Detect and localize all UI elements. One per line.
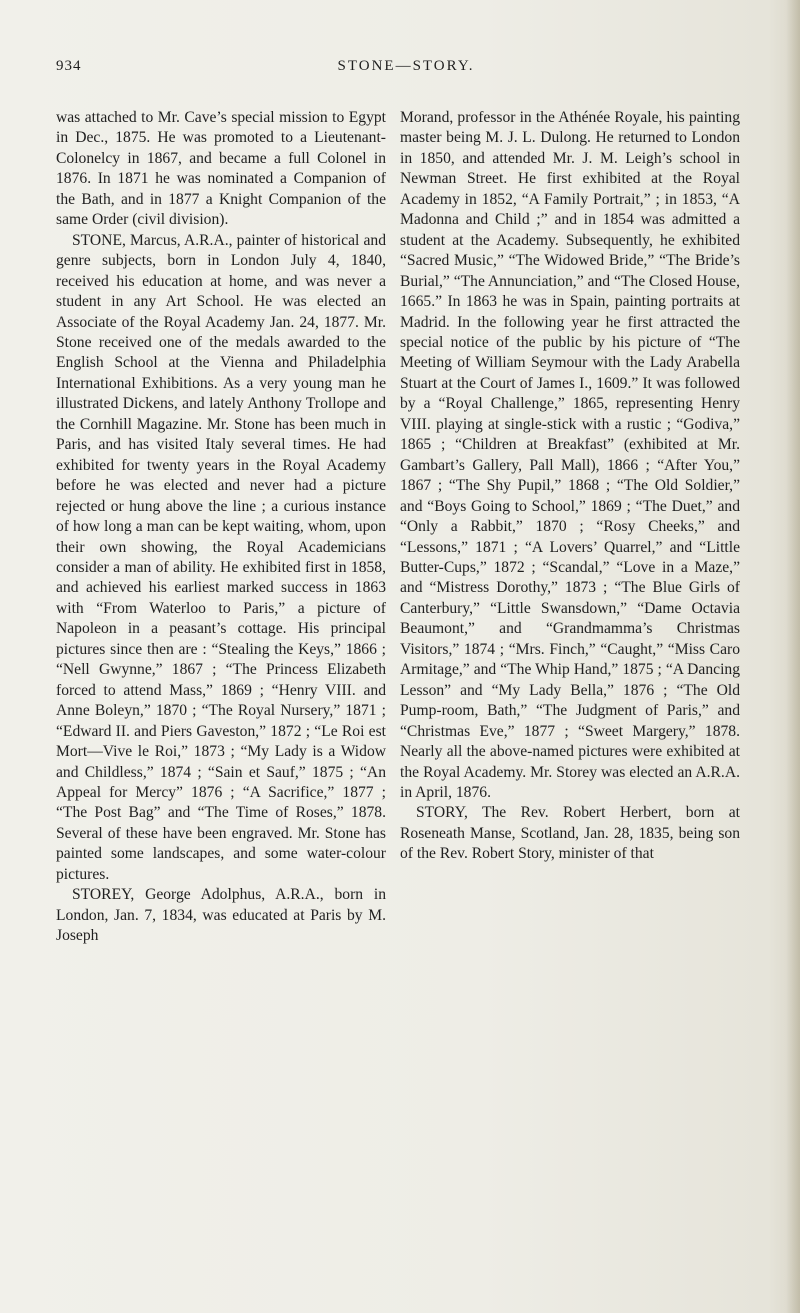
paragraph-text: Morand, professor in the Athénée Royale, his painting master being M. J. L. Dulong. He returned to London in 1850, and attended Mr. J. M. Leigh’s school in Newman Street. He first exhibited at the Royal Academy in 1852, “A Family Portrait,” ; in 1853, “A Madonna and Child ;” and in 1854 was admitted a student at the Academy. Subsequently, he exhibited “Sacred Music,” “The Widowed Bride,” “The Bride’s Burial,” “The Annunciation,” and “The Closed House, 1665.” In 1863 he was in Spain, painting portraits at Madrid. In the following year he first attracted the special notice of the public by his picture of “The Meeting of William Seymour with the Lady Arabella Stuart at the Court of James I., 1609.” It was followed by a “Royal Challenge,” 1865, representing Henry VIII. playing at single-stick with a rustic ; “Godiva,” 1865 ; “Children at Breakfast” (exhibited at Mr. Gambart’s Gallery, Pall Mall), 1866 ; “After You,” 1867 ; “The Shy Pupil,” 1868 ; “The Old Soldier,” and “Boys Going to School,” 1869 ; “The Duet,” and “Only a Rabbit,” 1870 ; “Rosy Cheeks,” and “Lessons,” 1871 ; “A Lovers’ Quarrel,” and “Little Butter-Cups,” 1872 ; “Scandal,” “Love in a Maze,” and “Mistress Dorothy,” 1873 ; “The Blue Girls of Canterbury,” “Little Swansdown,” “Dame Octavia Beaumont,” and “Grandmamma’s Christmas Visitors,” 1874 ; “Mrs. Finch,” “Caught,” “Miss Caro Armitage,” and “The Whip Hand,” 1875 ; “A Dancing Lesson” and “My Lady Bella,” 1876 ; “The Old Pump-room, Bath,” “The Judgment of Paris,” and “Christmas Eve,” 1877 ; “Sweet Margery,” 1878. Nearly all the above-named pictures were exhibited at the Royal Academy. Mr. Storey was elected an A.R.A. in April, 1876.: [400, 109, 740, 801]
entry-storey-george: [56, 885, 386, 946]
entry-story-robert: [400, 803, 740, 864]
right-column: [400, 108, 740, 1298]
entry-heading: STORY, The Rev. Robert Herbert,: [416, 804, 672, 822]
right-continuation-paragraph: [400, 108, 740, 803]
entry-text: born at Roseneath Manse, Scotland, Jan. 28, 1835, being son of the Rev. Robert Story, minister of that: [400, 804, 740, 863]
entry-heading: STONE, Marcus, A.R.A.,: [72, 231, 233, 249]
entry-stone-marcus: [56, 231, 386, 886]
left-continuation-paragraph: [56, 108, 386, 231]
entry-heading: STOREY, George Adolphus, A.R.A.,: [72, 886, 324, 904]
entry-text: painter of historical and genre subjects, born in London July 4, 1840, received his education at home, and was never a student in any Art School. He was elected an Associate of the Royal Academy Jan. 24, 1877. Mr. Stone received one of the medals awarded to the English School at the Vienna and Philadelphia International Exhibitions. As a very young man he illustrated Dickens, and lately Anthony Trollope and the Cornhill Magazine. Mr. Stone has been much in Paris, and has visited Italy several times. He had exhibited for twenty years in the Royal Academy before he was elected and never had a picture rejected or hung above the line ; a curious instance of how long a man can be kept waiting, whom, upon their own showing, the Royal Academicians consider a man of ability. He exhibited first in 1858, and achieved his earliest marked success in 1863 with “From Waterloo to Paris,” a picture of Napoleon in a peasant’s cottage. His principal pictures since then are : “Stealing the Keys,” 1866 ; “Nell Gwynne,” 1867 ; “The Princess Elizabeth forced to attend Mass,” 1869 ; “Henry VIII. and Anne Boleyn,” 1870 ; “The Royal Nursery,” 1871 ; “Edward II. and Piers Gaveston,” 1872 ; “Le Roi est Mort—Vive le Roi,” 1873 ; “My Lady is a Widow and Childless,” 1874 ; “Sain et Sauf,” 1875 ; “An Appeal for Mercy” 1876 ; “A Sacrifice,” 1877 ; “The Post Bag” and “The Time of Roses,” 1878. Several of these have been engraved. Mr. Stone has painted some landscapes, and some water-colour pictures.: [56, 231, 386, 883]
paragraph-text: was attached to Mr. Cave’s special mission to Egypt in Dec., 1875. He was promoted to a Lieutenant-Colonelcy in 1867, and became a full Colonel in 1876. In 1871 he was nominated a Companion of the Bath, and in 1877 a Knight Companion of the same Order (civil division).: [56, 109, 386, 229]
left-column: [56, 108, 386, 1298]
page-header: [56, 58, 756, 82]
entry-text: born in London, Jan. 7, 1834, was educated at Paris by M. Joseph: [56, 886, 386, 945]
running-head: STONE—STORY.: [337, 58, 475, 74]
page-number: 934: [56, 58, 82, 74]
page-edge-shadow: [786, 0, 800, 1313]
